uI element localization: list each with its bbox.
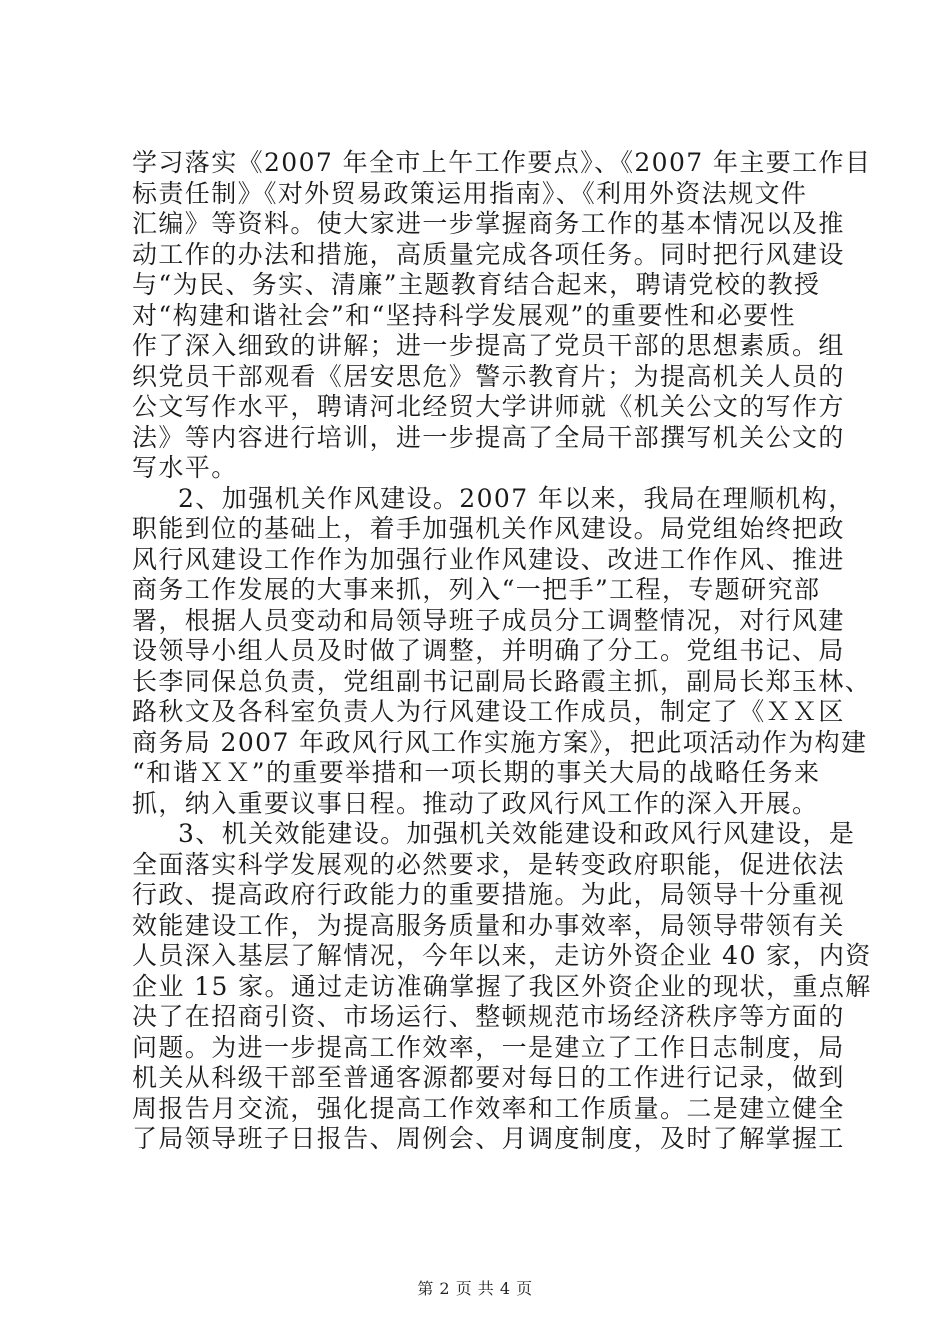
body-text-line: 企业 15 家。通过走访准确掌握了我区外资企业的现状，重点解 bbox=[132, 971, 872, 1001]
body-text-line: 周报告月交流，强化提高工作效率和工作质量。二是建立健全 bbox=[132, 1093, 845, 1123]
body-text-line: 写水平。 bbox=[132, 453, 238, 482]
body-text-line: “和谐ＸＸ”的重要举措和一项长期的事关大局的战略任务来 bbox=[132, 758, 821, 787]
body-text-line: 设领导小组人员及时做了调整，并明确了分工。党组书记、局 bbox=[132, 636, 845, 665]
body-text-line: 对“构建和谐社会”和“坚持科学发展观”的重要性和必要性 bbox=[132, 300, 796, 330]
body-text-line: 标责任制》《对外贸易政策运用指南》、《利用外资法规文件 bbox=[132, 178, 808, 208]
body-text-line: 长李同保总负责，党组副书记副局长路霞主抓，副局长郑玉林、 bbox=[132, 666, 872, 696]
body-text-line: 职能到位的基础上，着手加强机关作风建设。局党组始终把政 bbox=[132, 514, 845, 543]
section-2-first-line: 2、加强机关作风建设。2007 年以来，我局在理顺机构， bbox=[178, 483, 855, 513]
body-text-line: 人员深入基层了解情况，今年以来，走访外资企业 40 家，内资 bbox=[132, 941, 872, 970]
document-body bbox=[132, 148, 872, 1155]
body-text-line: 与“为民、务实、清廉”主题教育结合起来，聘请党校的教授 bbox=[132, 270, 821, 299]
body-text-line: 风行风建设工作作为加强行业作风建设、改进工作作风、推进 bbox=[132, 544, 845, 574]
body-text-line: 公文写作水平，聘请河北经贸大学讲师就《机关公文的写作方 bbox=[132, 392, 845, 421]
body-text-line: 了局领导班子日报告、周例会、月调度制度，及时了解掌握工 bbox=[132, 1124, 845, 1153]
body-text-line: 决了在招商引资、市场运行、整顿规范市场经济秩序等方面的 bbox=[132, 1002, 845, 1031]
page-number-footer: 第 2 页 共 4 页 bbox=[417, 1279, 533, 1298]
body-text-line: 全面落实科学发展观的必然要求，是转变政府职能，促进依法 bbox=[132, 849, 845, 879]
body-text-line: 机关从科级干部至普通客源都要对每日的工作进行记录，做到 bbox=[132, 1063, 845, 1092]
body-text-line: 署，根据人员变动和局领导班子成员分工调整情况，对行风建 bbox=[132, 605, 845, 635]
body-text-line: 动工作的办法和措施，高质量完成各项任务。同时把行风建设 bbox=[132, 239, 845, 269]
body-text-line: 问题。为进一步提高工作效率，一是建立了工作日志制度，局 bbox=[132, 1032, 845, 1062]
body-text-line: 路秋文及各科室负责人为行风建设工作成员，制定了《ＸＸ区 bbox=[132, 697, 845, 726]
body-text-line: 商务局 2007 年政风行风工作实施方案》，把此项活动作为构建 bbox=[132, 727, 868, 757]
body-text-line: 法》等内容进行培训，进一步提高了全局干部撰写机关公文的 bbox=[132, 422, 845, 452]
body-text-line: 汇编》等资料。使大家进一步掌握商务工作的基本情况以及推 bbox=[132, 209, 845, 238]
body-text-line: 学习落实《2007 年全市上午工作要点》、《2007 年主要工作目 bbox=[132, 148, 872, 177]
body-text-line: 织党员干部观看《居安思危》警示教育片；为提高机关人员的 bbox=[132, 361, 845, 391]
body-text-line: 作了深入细致的讲解；进一步提高了党员干部的思想素质。组 bbox=[132, 331, 845, 360]
body-text-line: 商务工作发展的大事来抓，列入“一把手”工程，专题研究部 bbox=[132, 575, 821, 604]
body-text-line: 抓，纳入重要议事日程。推动了政风行风工作的深入开展。 bbox=[132, 788, 819, 818]
body-text-line: 行政、提高政府行政能力的重要措施。为此，局领导十分重视 bbox=[132, 880, 845, 909]
section-3-first-line: 3、机关效能建设。加强机关效能建设和政风行风建设，是 bbox=[178, 819, 856, 848]
body-text-line: 效能建设工作，为提高服务质量和办事效率，局领导带领有关 bbox=[132, 910, 845, 940]
